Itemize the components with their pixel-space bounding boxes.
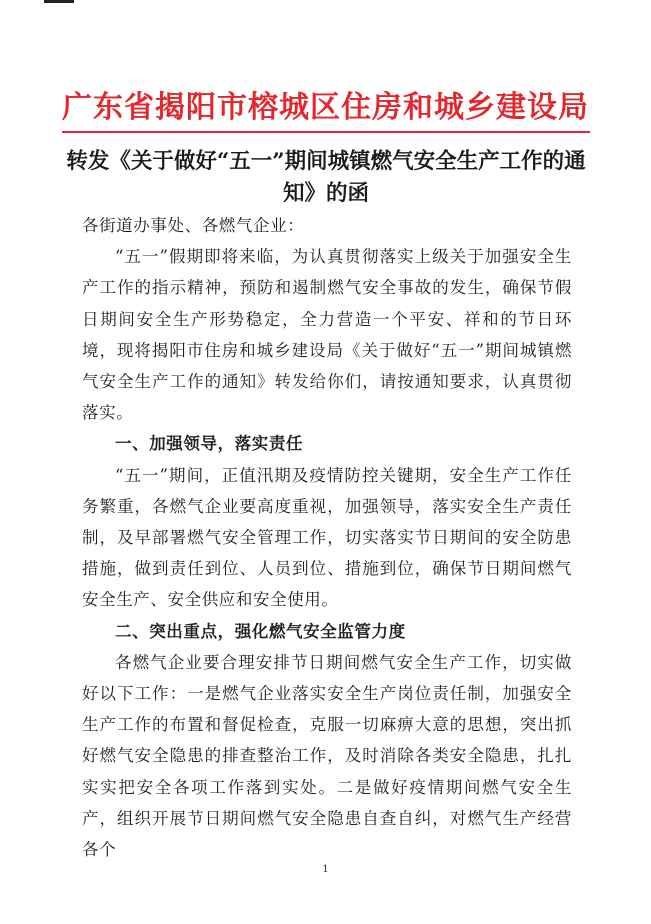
- letterhead-red-rule: [62, 131, 590, 133]
- document-title: 转发《关于做好“五一”期间城镇燃气安全生产工作的通知》的函: [66, 149, 586, 206]
- scan-corner-mark: [44, 0, 74, 3]
- section-2-heading: 二、突出重点，强化燃气安全监管力度: [115, 621, 406, 641]
- page-number: 1: [322, 864, 329, 875]
- paragraph-intro: “五一”假期即将来临，为认真贯彻落实上级关于加强安全生产工作的指示精神，预防和遏制燃气安全事故的发生，确保节假日期间安全生产形势稳定，全力营造一个平安、祥和的节日环境，现将揭阳市住房和城乡建设局《关于做好“五一”期间城镇燃气安全生产工作的通知》转发给你们，请按通知要求，认真贯彻落实。: [82, 247, 572, 423]
- section-1-heading: 一、加强领导，落实责任: [115, 434, 304, 454]
- letterhead: 广东省揭阳市榕城区住房和城乡建设局: [62, 90, 589, 125]
- section-2-text: 各燃气企业要合理安排节日期间燃气安全生产工作，切实做好以下工作：一是燃气企业落实安全生产岗位责任制，加强安全生产工作的布置和督促检查，克服一切麻痹大意的思想，突出抓好燃气安全隐患的排查整治工作，及时消除各类安全隐患，扎扎实实把安全各项工作落到实处。二是做好疫情期间燃气安全生产，组织开展节日期间燃气安全隐患自查自纠，对燃气生产经营各个: [82, 652, 572, 860]
- section-1-text: “五一”期间，正值汛期及疫情防控关键期，安全生产工作任务繁重，各燃气企业要高度重视，加强领导，落实安全生产责任制，及早部署燃气安全管理工作，切实落实节日期间的安全防患措施，做到责任到位、人员到位、措施到位，确保节日期间燃气安全生产、安全供应和安全使用。: [82, 465, 572, 610]
- salutation: 各街道办事处、各燃气企业：: [82, 216, 305, 235]
- document-body: [82, 210, 572, 865]
